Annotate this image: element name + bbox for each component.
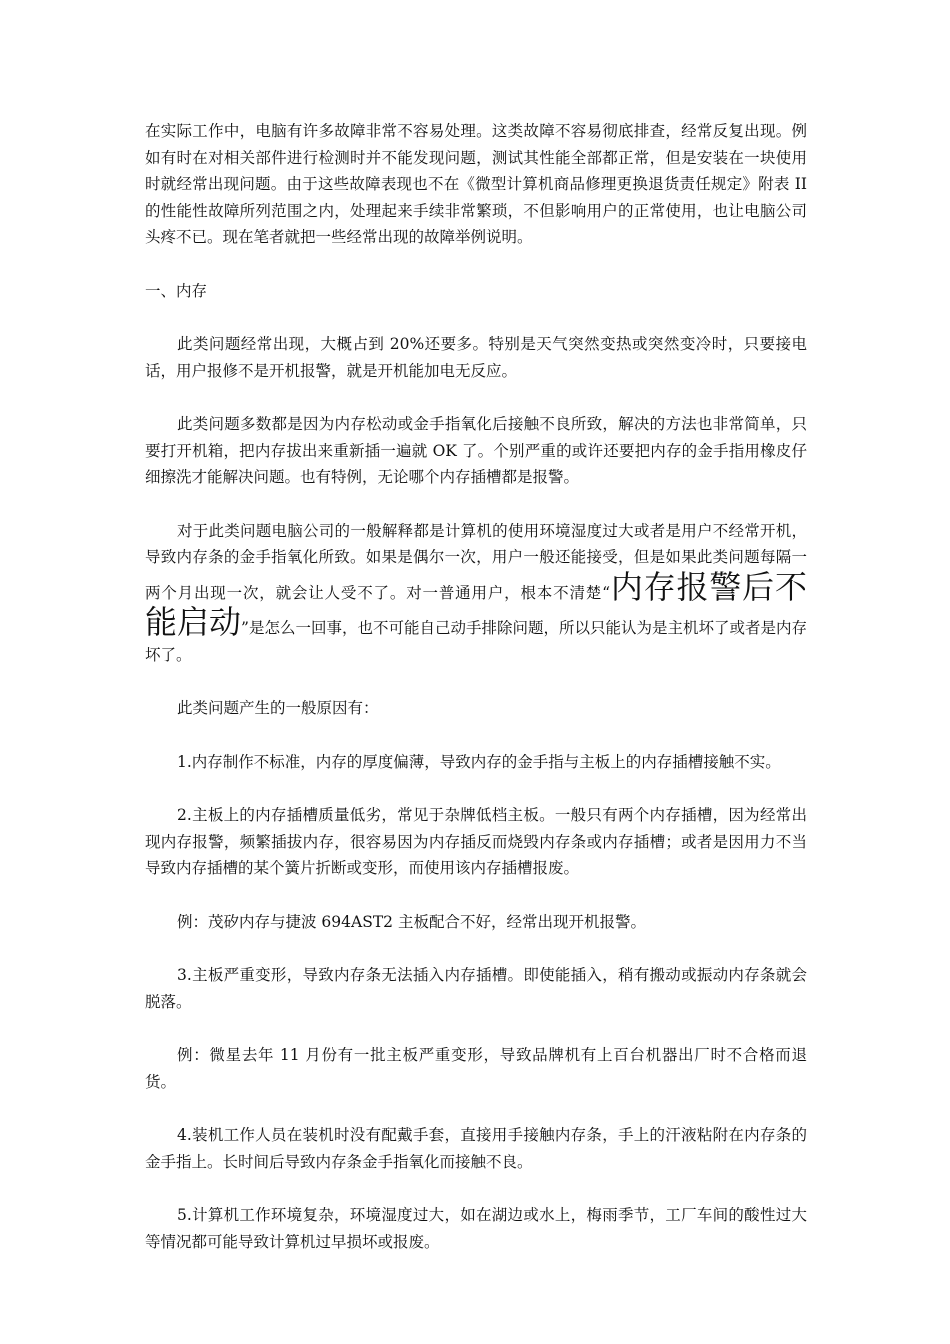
list-item-3: 3.主板严重变形，导致内存条无法插入内存插槽。即使能插入，稍有搬动或振动内存条就会脱落。 xyxy=(145,966,807,1011)
paragraph-1: 此类问题经常出现，大概占到 20%还要多。特别是天气突然变热或突然变冷时，只要接电话，用户报修不是开机报警，就是开机能加电无反应。 xyxy=(145,335,807,380)
paragraph-3-end: ”是怎么一回事，也不可能自己动手排除问题，所以只能认为是主机坏了或者是内存坏了。 xyxy=(145,619,807,664)
paragraph-2: 此类问题多数都是因为内存松动或金手指氧化后接触不良所致，解决的方法也非常简单，只要打开机箱，把内存拔出来重新插一遍就 OK 了。个别严重的或许还要把内存的金手指用橡皮仔细擦洗才能解决问题。也有特例，无论哪个内存插槽都是报警。 xyxy=(145,415,807,486)
example-2: 例：微星去年 11 月份有一批主板严重变形，导致品牌机有上百台机器出厂时不合格而退货。 xyxy=(145,1046,807,1091)
paragraph-3 xyxy=(145,518,807,669)
list-item-5: 5.计算机工作环境复杂，环境湿度过大，如在湖边或水上，梅雨季节，工厂车间的酸性过大等情况都可能导致计算机过早损坏或报废。 xyxy=(145,1206,807,1251)
section-heading: 一、内存 xyxy=(145,281,208,300)
list-item-1: 1.内存制作不标准，内存的厚度偏薄，导致内存的金手指与主板上的内存插槽接触不实。 xyxy=(177,752,781,771)
paragraph-4: 此类问题产生的一般原因有： xyxy=(177,699,379,717)
example-1: 例：茂矽内存与捷波 694AST2 主板配合不好，经常出现开机报警。 xyxy=(177,912,646,931)
document-page xyxy=(145,118,807,1255)
list-item-4: 4.装机工作人员在装机时没有配戴手套，直接用手接触内存条，手上的汗液粘附在内存条的金手指上。长时间后导致内存条金手指氧化而接触不良。 xyxy=(145,1126,807,1171)
paragraph-3-start: 对于此类问题电脑公司的一般解释都是计算机的使用环境湿度过大或者是用户不经常开机，导致内存条的金手指氧化所致。如果是偶尔一次，用户一般还能接受，但是如果此类问题每隔一两个月出现一次，就会让人受不了。对一普通用户，根本不清楚“ xyxy=(145,521,807,602)
emphasized-phrase: 内存报警后不能启动 xyxy=(145,567,807,641)
intro-paragraph: 在实际工作中，电脑有许多故障非常不容易处理。这类故障不容易彻底排查，经常反复出现。例如有时在对相关部件进行检测时并不能发现问题，测试其性能全部都正常，但是安装在一块使用时就经常出现问题。由于这些故障表现也不在《微型计算机商品修理更换退货责任规定》附表 II 的性能性故障所列范围之内，处理起来手续非常繁琐，不但影响用户的正常使用，也让电脑公司头疼不已。现在笔者就把一些经常出现的故障举例说明。 xyxy=(145,122,807,246)
list-item-2: 2.主板上的内存插槽质量低劣，常见于杂牌低档主板。一般只有两个内存插槽，因为经常出现内存报警，频繁插拔内存，很容易因为内存插反而烧毁内存条或内存插槽；或者是因用力不当导致内存插槽的某个簧片折断或变形，而使用该内存插槽报废。 xyxy=(145,806,807,877)
